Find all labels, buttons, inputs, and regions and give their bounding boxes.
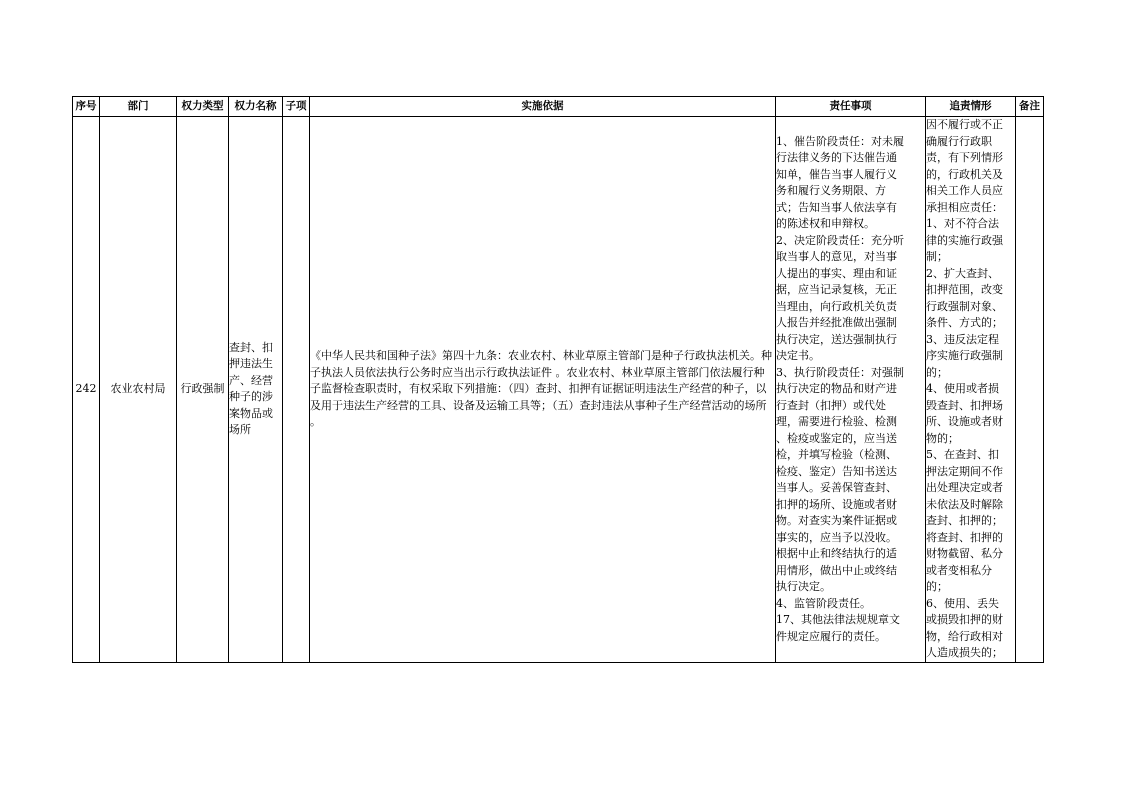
text-line: 检疫、鉴定）告知书送达 <box>776 464 897 478</box>
text-line: 的，行政机关及 <box>926 167 1003 181</box>
header-power-name: 权力名称 <box>229 97 283 117</box>
text-line: 执行决定，送达强制执行 <box>776 332 897 346</box>
text-line: 行法律义务的下达催告通 <box>776 151 897 164</box>
text-line: 的； <box>926 580 948 593</box>
text-line: 财物截留、私分 <box>926 547 1003 560</box>
text-line: 将查封、扣押的 <box>926 530 1003 544</box>
text-line: 未依法及时解除 <box>926 497 1003 511</box>
cell-seq: 242 <box>73 117 100 663</box>
text-line: 件规定应履行的责任。 <box>776 629 886 643</box>
text-line: 的； <box>926 365 948 379</box>
text-line: 执行决定。 <box>776 580 831 593</box>
header-sub-item: 子项 <box>283 97 310 117</box>
text-line: 物的； <box>926 431 959 445</box>
power-list-table <box>72 96 1044 663</box>
text-line: 3、违反法定程 <box>926 332 999 346</box>
text-line: 人报告并经批准做出强制 <box>776 316 897 329</box>
responsibility-text <box>776 134 925 646</box>
header-basis: 实施依据 <box>310 97 776 117</box>
text-line: 知单，催告当事人履行义 <box>776 167 897 181</box>
text-line: 事实的，应当予以没收。 <box>776 530 897 544</box>
cell-sub-item <box>283 117 310 663</box>
text-line: 当事人。妥善保管查封、 <box>776 481 897 494</box>
header-row <box>73 97 1044 117</box>
text-line: 决定书。 <box>776 349 820 362</box>
text-line: 承担相应责任： <box>926 200 1003 214</box>
text-line: 所、设施或者财 <box>926 415 1003 428</box>
header-remarks: 备注 <box>1016 97 1044 117</box>
text-line: 行政强制对象、 <box>926 299 1003 313</box>
text-line: 3、执行阶段责任：对强制 <box>776 365 904 379</box>
text-line: 2、扩大查封、 <box>926 266 999 280</box>
text-line: 人提出的事实、理由和证 <box>776 266 897 280</box>
header-dept: 部门 <box>100 97 177 117</box>
text-line: 行查封（扣押）或代处 <box>776 398 886 412</box>
cell-remarks <box>1016 117 1044 663</box>
text-line: 1、对不符合法 <box>926 217 999 230</box>
text-line: 、检疫或鉴定的，应当送 <box>776 431 897 445</box>
text-line: 毁查封、扣押场 <box>926 398 1003 412</box>
text-line: 物，给行政相对 <box>926 629 1003 643</box>
text-line: 4、使用或者损 <box>926 382 999 395</box>
text-line: 人造成损失的； <box>926 646 1003 659</box>
text-line: 或损毁扣押的财 <box>926 613 1003 626</box>
text-line: 或者变相私分 <box>926 563 992 577</box>
cell-accountability <box>926 117 1016 663</box>
text-line: 根据中止和终结执行的适 <box>776 547 897 560</box>
text-line: 序实施行政强制 <box>926 349 1003 362</box>
text-line: 责，有下列情形 <box>926 151 1003 164</box>
text-line: 检，并填写检验（检测、 <box>776 448 897 461</box>
accountability-text <box>926 117 1015 662</box>
header-responsibility: 责任事项 <box>776 97 926 117</box>
text-line: 1、催告阶段责任：对未履 <box>776 134 904 148</box>
cell-power-type: 行政强制 <box>177 117 229 663</box>
cell-power-name: 查封、扣押违法生产、经营种子的涉案物品或场所 <box>229 117 283 663</box>
text-line: 律的实施行政强 <box>926 233 1003 247</box>
text-line: 制； <box>926 250 948 263</box>
text-line: 确履行行政职 <box>926 134 992 148</box>
text-line: 理，需要进行检验、检测 <box>776 415 897 428</box>
text-line: 因不履行或不正 <box>926 118 1003 131</box>
header-seq: 序号 <box>73 97 100 117</box>
text-line: 押法定期间不作 <box>926 464 1003 478</box>
table-row <box>73 117 1044 663</box>
text-line: 当理由，向行政机关负责 <box>776 299 897 313</box>
text-line: 取当事人的意见，对当事 <box>776 250 897 263</box>
text-line: 4、监管阶段责任。 <box>776 596 871 610</box>
text-line: 5、在查封、扣 <box>926 448 999 461</box>
text-line: 扣押的场所、设施或者财 <box>776 497 897 511</box>
header-power-type: 权力类型 <box>177 97 229 117</box>
text-line: 执行决定的物品和财产进 <box>776 382 897 395</box>
text-line: 物。对查实为案件证据或 <box>776 514 897 527</box>
text-line: 的陈述权和申辩权。 <box>776 217 875 230</box>
text-line: 式；告知当事人依法享有 <box>776 200 897 214</box>
cell-responsibility <box>776 117 926 663</box>
header-accountability: 追责情形 <box>926 97 1016 117</box>
cell-basis: 《中华人民共和国种子法》第四十九条：农业农村、林业草原主管部门是种子行政执法机关。种子执法人员依法执行公务时应当出示行政执法证件 。农业农村、林业草原主管部门依法履行种子监督检查职责时，有权采取下列措施：（四）查封、扣押有证据证明违法生产经营的种子，以及用于违法生产经营的工具、设备及运输工具等；（五）查封违法从事种子生产经营活动的场所 。 <box>310 117 776 663</box>
text-line: 17、其他法律法规规章文 <box>776 613 900 626</box>
text-line: 2、决定阶段责任：充分听 <box>776 233 904 247</box>
text-line: 用情形，做出中止或终结 <box>776 563 897 577</box>
text-line: 6、使用、丢失 <box>926 596 999 610</box>
text-line: 务和履行义务期限、方 <box>776 184 886 197</box>
cell-dept: 农业农村局 <box>100 117 177 663</box>
text-line: 查封、扣押的； <box>926 514 1003 527</box>
text-line: 出处理决定或者 <box>926 481 1003 494</box>
text-line: 扣押范围，改变 <box>926 283 1003 296</box>
text-line: 据，应当记录复核，无正 <box>776 283 897 296</box>
text-line: 相关工作人员应 <box>926 184 1003 197</box>
text-line: 条件、方式的； <box>926 316 1003 329</box>
